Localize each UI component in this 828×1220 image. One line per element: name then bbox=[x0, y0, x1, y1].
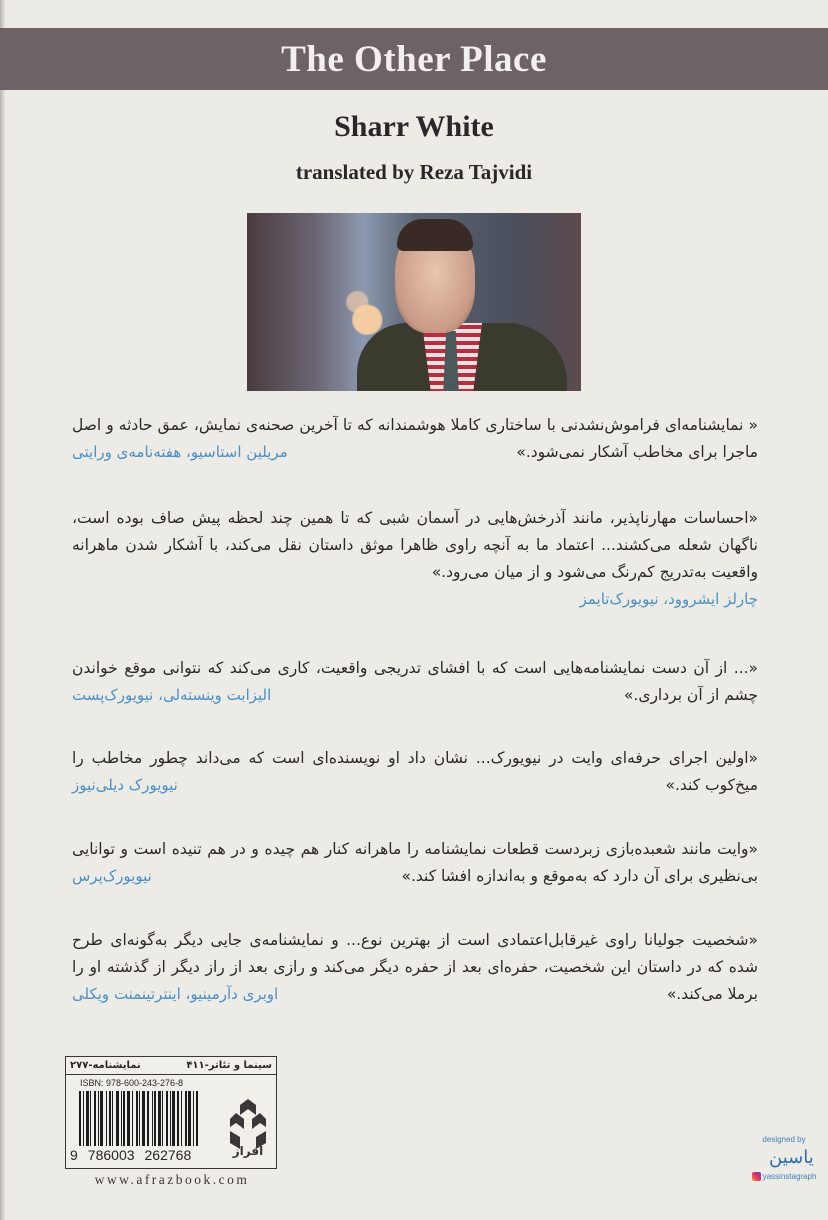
afraz-logo-icon bbox=[226, 1097, 270, 1159]
quote-text: «شخصیت جولیانا راوی غیرقابل‌اعتمادی است از بهترین نوع... و نمایشنامه‌ی جایی دیگر به‌گونه‌ای طرح شده که در داستان این شخصیت، حفره‌ای بعد از حفره دیگر می‌کند و رازی بعد از راز دیگر از گذشته او را برملا می‌کند.» bbox=[72, 931, 758, 1003]
author-portrait bbox=[247, 213, 581, 391]
designer-label: designed by bbox=[762, 1135, 806, 1144]
series-header bbox=[66, 1057, 276, 1075]
review-quote bbox=[72, 836, 758, 890]
portrait-hair bbox=[397, 219, 473, 251]
review-quote bbox=[72, 745, 758, 799]
translator-credit: translated by Reza Tajvidi bbox=[295, 160, 533, 184]
instagram-handle: yassinstagraph bbox=[762, 1172, 817, 1181]
author-name: Sharr White bbox=[334, 110, 494, 143]
quote-attribution: نیویورک دیلی‌نیوز bbox=[72, 776, 178, 794]
designer-signature: یاسین bbox=[769, 1147, 814, 1167]
instagram-icon bbox=[752, 1172, 761, 1181]
review-quote bbox=[72, 505, 758, 613]
quote-text: «اولین اجرای حرفه‌ای وایت در نیویورک... نشان داد او نویسنده‌ای است که می‌داند چطور مخاطب را میخ‌کوب کند.» bbox=[72, 749, 758, 794]
svg-text:افراز: افراز bbox=[232, 1144, 264, 1158]
barcode-digits bbox=[70, 1147, 230, 1163]
barcode-panel bbox=[65, 1056, 277, 1169]
designer-credit bbox=[740, 1135, 828, 1181]
barcode-digits-last: 262768 bbox=[144, 1147, 192, 1163]
review-quote bbox=[72, 412, 758, 466]
series-cinema-theatre: سینما و تئاتر-۴۱۱ bbox=[186, 1060, 272, 1071]
review-quote bbox=[72, 927, 758, 1008]
barcode bbox=[79, 1091, 222, 1146]
book-title: The Other Place bbox=[281, 38, 547, 80]
quote-attribution: نیویورک‌پرس bbox=[72, 867, 152, 885]
quote-attribution: الیزابت وینسته‌لی، نیویورک‌پست bbox=[72, 686, 272, 704]
series-plays: نمایشنامه-۲۷۷ bbox=[70, 1060, 141, 1071]
designer-instagram bbox=[740, 1172, 828, 1181]
quote-attribution: اوبری دآرمینیو، اینترتینمنت ویکلی bbox=[72, 985, 279, 1003]
barcode-digits-mid: 786003 bbox=[87, 1147, 135, 1163]
quote-text: «... از آن دست نمایشنامه‌هایی است که با افشای تدریجی واقعیت، کاری می‌کند که نتوانی موقع خواندن چشم از آن برداری.» bbox=[72, 659, 758, 704]
quote-text: «وایت مانند شعبده‌بازی زبردست قطعات نمایشنامه را ماهرانه کنار هم چیده و در هم تنیده است و توانایی بی‌نظیری برای آن دارد که به‌موقع و به‌اندازه افشا کند.» bbox=[72, 840, 758, 885]
title-band bbox=[0, 28, 828, 90]
review-quote bbox=[72, 655, 758, 709]
barcode-digit-first: 9 bbox=[70, 1147, 78, 1163]
quote-attribution: چارلز ایشروود، نیویورک‌تایمز bbox=[579, 590, 758, 608]
isbn-number: ISBN: 978-600-243-276-8 bbox=[80, 1078, 184, 1088]
quote-text: «احساسات مهارناپذیر، مانند آذرخش‌هایی در آسمان شبی که تا همین چند لحظه پیش صاف بوده است، ناگهان شعله می‌کشند... اعتماد ما به آنچه راوی ظاهرا موثق داستان نقل می‌کند، با آشکار شدن ماهرانه واقعیت به‌تدریج کم‌رنگ می‌شود و از میان می‌رود.» bbox=[72, 509, 758, 581]
quote-text: « نمایشنامه‌ای فراموش‌نشدنی با ساختاری کاملا هوشمندانه که تا آخرین صحنه‌ی نمایش، عمق حادثه و اصل ماجرا برای مخاطب آشکار نمی‌شود.» bbox=[72, 416, 758, 461]
publisher-website: www.afrazbook.com bbox=[94, 1172, 250, 1187]
quote-attribution: مریلین استاسیو، هفته‌نامه‌ی ورایتی bbox=[72, 443, 288, 461]
